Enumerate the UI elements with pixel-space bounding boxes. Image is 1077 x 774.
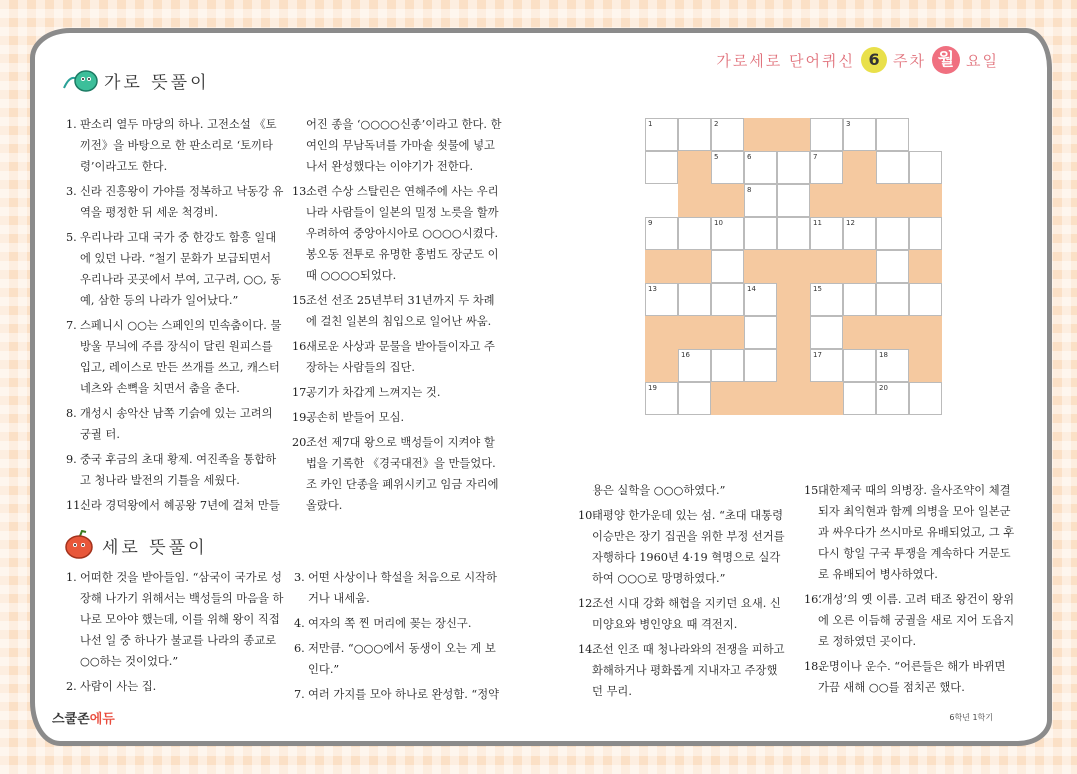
answer-cell[interactable] [744,283,777,316]
cell-number: 11 [813,219,822,227]
answer-cell[interactable] [810,283,843,316]
answer-cell[interactable] [645,283,678,316]
blocked-cell [843,250,876,283]
blocked-cell [678,151,711,184]
day-suffix: 요일 [966,51,999,70]
clue-number: 3. [66,185,77,198]
cell-number: 20 [879,384,888,392]
clue-item [66,676,284,697]
blocked-cell [876,184,909,217]
blocked-cell [678,250,711,283]
blocked-cell [777,316,810,349]
blocked-cell [777,382,810,415]
clue-number: 6. [294,642,305,655]
answer-cell[interactable] [678,349,711,382]
down-title-text: 세로 뜻풀이 [102,537,208,558]
clue-text: 조선 선조 25년부터 31년까지 두 차례에 걸친 일본의 침입으로 일어난 싸움. [306,294,495,328]
blocked-cell [711,184,744,217]
answer-cell[interactable] [678,217,711,250]
answer-cell[interactable] [777,151,810,184]
cell-number: 15 [813,285,822,293]
blocked-cell [645,349,678,382]
answer-cell[interactable] [810,151,843,184]
cell-number: 19 [648,384,657,392]
clue-item [578,639,786,702]
clue-item [292,336,504,378]
clue-number: 19. [292,411,310,424]
clue-item [66,227,284,311]
answer-cell[interactable] [876,283,909,316]
clue-number: 10. [578,509,596,522]
cell-number: 5 [714,153,719,161]
blocked-cell [909,184,942,217]
cell-number: 6 [747,153,752,161]
crossword-grid [645,118,942,415]
blocked-cell [645,250,678,283]
clue-text: 운명이나 운수. “어른들은 해가 바뀌면 가끔 새해 ○○를 점치곤 했다. [818,660,1006,694]
answer-cell[interactable] [909,217,942,250]
answer-cell[interactable] [876,349,909,382]
answer-cell[interactable] [843,349,876,382]
clue-item [292,382,504,403]
clue-item [66,449,284,491]
clue-number: 12. [578,597,596,610]
cell-number: 3 [846,120,851,128]
across-clues-col1 [66,114,284,520]
clue-item [66,114,284,177]
blocked-cell [843,184,876,217]
logo-text-a: 스쿨존 [52,712,90,727]
clue-number: 4. [294,617,305,630]
clue-text: 대한제국 때의 의병장. 을사조약이 체결되자 최익현과 함께 의병을 모아 일본군과 싸우다가 쓰시마로 유배되었고, 그 후 다시 항일 구국 투쟁을 계속하다 거문도로 유배되어 병사하였다. [818,484,1015,581]
clue-text: 여러 가지를 모아 하나로 완성함. “정약 [308,688,500,701]
blocked-cell [810,382,843,415]
worksheet-header [716,46,999,74]
cell-number: 8 [747,186,752,194]
answer-cell[interactable] [843,217,876,250]
clue-item [578,505,786,589]
clue-text: 스페니시 ○○는 스페인의 민속춤이다. 물방울 무늬에 주름 장식이 달린 원피스를 입고, 레이스로 만든 쓰개를 쓰고, 캐스터네츠와 손뼉을 치면서 춤을 춘다. [80,319,282,395]
logo-text-b: 에듀 [89,712,115,727]
header-prefix: 가로세로 단어퀴신 [716,51,856,70]
snail-icon [62,66,100,94]
clue-text: 공기가 차갑게 느껴지는 것. [306,386,441,399]
cell-number: 9 [648,219,653,227]
clue-text: 중국 후금의 초대 황제. 여진족을 통합하고 청나라 발전의 기틀을 세웠다. [80,453,277,487]
blocked-cell [909,349,942,382]
cell-number: 17 [813,351,822,359]
clue-item [804,480,1016,585]
answer-cell[interactable] [711,250,744,283]
answer-cell[interactable] [810,217,843,250]
across-clues-col2 [292,114,504,520]
clue-text: 어떠한 것을 받아들임. “삼국이 국가로 성장해 나가기 위해서는 백성들의 마음을 하나로 모아야 했는데, 이를 위해 왕이 직접 나선 일 중 하나가 불교를 나라의 종교로 ○○하는 것이었다.” [80,571,284,668]
clue-text: 공손히 받들어 모심. [306,411,405,424]
clue-text: 판소리 열두 마당의 하나. 고전소설 《토끼전》을 바탕으로 한 판소리로 ‘토끼타령’이라고도 한다. [80,118,277,173]
clue-number: 1. [66,571,77,584]
answer-cell[interactable] [744,316,777,349]
clue-item [294,613,504,634]
answer-cell[interactable] [744,349,777,382]
answer-cell[interactable] [843,283,876,316]
answer-cell[interactable] [810,118,843,151]
blocked-cell [744,118,777,151]
clue-item [578,593,786,635]
clue-number: 1. [66,118,77,131]
publisher-logo [52,708,115,727]
clue-continuation: 어진 종을 ‘○○○○신종’이라고 한다. 한 여인의 무남독녀를 가마솥 쇳물에 넣고 나서 완성했다는 이야기가 전한다. [306,118,502,173]
clue-item [66,181,284,223]
clue-number: 20. [292,436,310,449]
clue-item [294,684,504,705]
clue-number: 7. [66,319,77,332]
blocked-cell [810,250,843,283]
clue-number: 5. [66,231,77,244]
clue-item [66,403,284,445]
answer-cell[interactable] [876,382,909,415]
down-clues-col1 [66,567,284,701]
blocked-cell [843,316,876,349]
cell-number: 14 [747,285,756,293]
week-unit: 주차 [893,51,927,70]
clue-item [66,567,284,672]
blocked-cell [744,382,777,415]
blocked-cell [909,316,942,349]
clue-number: 18. [804,660,822,673]
clue-text: 저만큼. “○○○에서 동생이 오는 게 보인다.” [308,642,496,676]
answer-cell[interactable] [810,316,843,349]
clue-item [66,495,284,516]
clue-item [292,181,504,286]
answer-cell[interactable] [744,184,777,217]
answer-cell[interactable] [843,382,876,415]
clue-number: 15. [292,294,310,307]
blocked-cell [876,316,909,349]
across-title-text: 가로 뜻풀이 [104,72,210,93]
answer-cell[interactable] [876,151,909,184]
clue-number: 7. [294,688,305,701]
clue-text: 개성시 송악산 남쪽 기슭에 있는 고려의 궁궐 터. [80,407,273,441]
cell-number: 1 [648,120,653,128]
answer-cell[interactable] [909,151,942,184]
clue-item [292,432,504,516]
blocked-cell [909,250,942,283]
answer-cell[interactable] [744,151,777,184]
clue-text: 사람이 사는 집. [80,680,157,693]
answer-cell[interactable] [711,217,744,250]
clue-text: 조선 인조 때 청나라와의 전쟁을 피하고 화해하거나 평화롭게 지내자고 주장했던 무리. [592,643,785,698]
clue-text: 어떤 사상이나 학설을 처음으로 시작하거나 내세움. [308,571,497,605]
answer-cell[interactable] [909,382,942,415]
answer-cell[interactable] [777,184,810,217]
answer-cell[interactable] [711,118,744,151]
clue-item [804,656,1016,698]
answer-cell[interactable] [909,283,942,316]
cell-number: 7 [813,153,818,161]
clue-item [66,315,284,399]
answer-cell[interactable] [645,151,678,184]
clue-number: 9. [66,453,77,466]
across-title [62,66,210,94]
clue-text: 신라 경덕왕에서 혜공왕 7년에 걸쳐 만들 [80,499,280,512]
week-number-badge: 6 [861,47,887,73]
blocked-cell [711,382,744,415]
clue-number: 14. [578,643,596,656]
cell-number: 10 [714,219,723,227]
answer-cell[interactable] [876,118,909,151]
clue-number: 16. [292,340,310,353]
clue-text: 소련 수상 스탈린은 연해주에 사는 우리나라 사람들이 일본의 밀정 노릇을 할까 우려하여 중앙아시아로 ○○○○시켰다. 봉오동 전투로 유명한 홍범도 장군도 이 때 ○○○○되었다. [306,185,499,282]
answer-cell[interactable] [678,118,711,151]
answer-cell[interactable] [876,250,909,283]
cell-number: 2 [714,120,719,128]
blocked-cell [810,184,843,217]
answer-cell[interactable] [711,151,744,184]
cell-number: 12 [846,219,855,227]
clue-text: 조선 제7대 왕으로 백성들이 지켜야 할 법을 기록한 《경국대전》을 만들었다. 조 카인 단종을 폐위시키고 임금 자리에 올랐다. [306,436,499,512]
blocked-cell [645,316,678,349]
clue-number: 11. [66,499,84,512]
clue-item [294,638,504,680]
clue-number: 13. [292,185,310,198]
blocked-cell [777,283,810,316]
blocked-cell [678,184,711,217]
day-badge: 월 [932,46,960,74]
cell-number: 18 [879,351,888,359]
answer-cell[interactable] [678,283,711,316]
down-clues-col2 [294,567,504,709]
clue-item [804,589,1016,652]
clue-text: ‘개성’의 옛 이름. 고려 태조 왕건이 왕위에 오른 이듬해 궁궐을 새로 지어 도읍지로 정하였던 곳이다. [818,593,1015,648]
clue-item [292,290,504,332]
down-clues-col4 [804,480,1016,702]
clue-number: 3. [294,571,305,584]
grade-footer: 6학년 1학기 [949,713,993,722]
answer-cell[interactable] [777,217,810,250]
blocked-cell [843,151,876,184]
answer-cell[interactable] [810,349,843,382]
clue-item [294,567,504,609]
clue-text: 새로운 사상과 문물을 받아들이자고 주장하는 사람들의 집단. [306,340,495,374]
clue-text: 조선 시대 강화 해협을 지키던 요새. 신미양요와 병인양요 때 격전지. [592,597,781,631]
answer-cell[interactable] [876,217,909,250]
clue-text: 여자의 쪽 찐 머리에 꽂는 장신구. [308,617,472,630]
clue-continuation: 용은 실학을 ○○○하였다.” [592,484,726,497]
blocked-cell [777,118,810,151]
clue-number: 8. [66,407,77,420]
clue-item [292,407,504,428]
clue-number: 2. [66,680,77,693]
answer-cell[interactable] [645,382,678,415]
apple-character-icon [62,530,98,560]
clue-text: 우리나라 고대 국가 중 한강도 함흥 일대에 있던 나라. “철기 문화가 보급되면서 우리나라 곳곳에서 부여, 고구려, ○○, 동예, 삼한 등의 나라가 일어났다.” [80,231,282,307]
clue-text: 신라 진흥왕이 가야를 정복하고 낙동강 유역을 평정한 뒤 세운 척경비. [80,185,284,219]
cell-number: 13 [648,285,657,293]
answer-cell[interactable] [678,382,711,415]
answer-cell[interactable] [744,217,777,250]
down-title [62,530,208,560]
blocked-cell [711,316,744,349]
clue-text: 태평양 한가운데 있는 섬. “초대 대통령 이승만은 장기 집권을 위한 부정 선거를 자행하다 1960년 4·19 혁명으로 실각하여 ○○○로 망명하였다.” [592,509,785,585]
clue-number: 17. [292,386,310,399]
answer-cell[interactable] [645,118,678,151]
blocked-cell [777,250,810,283]
answer-cell[interactable] [843,118,876,151]
down-clues-col3 [578,480,786,706]
answer-cell[interactable] [711,283,744,316]
clue-number: 15. [804,484,822,497]
cell-number: 16 [681,351,690,359]
blocked-cell [678,316,711,349]
blocked-cell [777,349,810,382]
clue-number: 16. [804,593,822,606]
blocked-cell [744,250,777,283]
answer-cell[interactable] [711,349,744,382]
answer-cell[interactable] [645,217,678,250]
